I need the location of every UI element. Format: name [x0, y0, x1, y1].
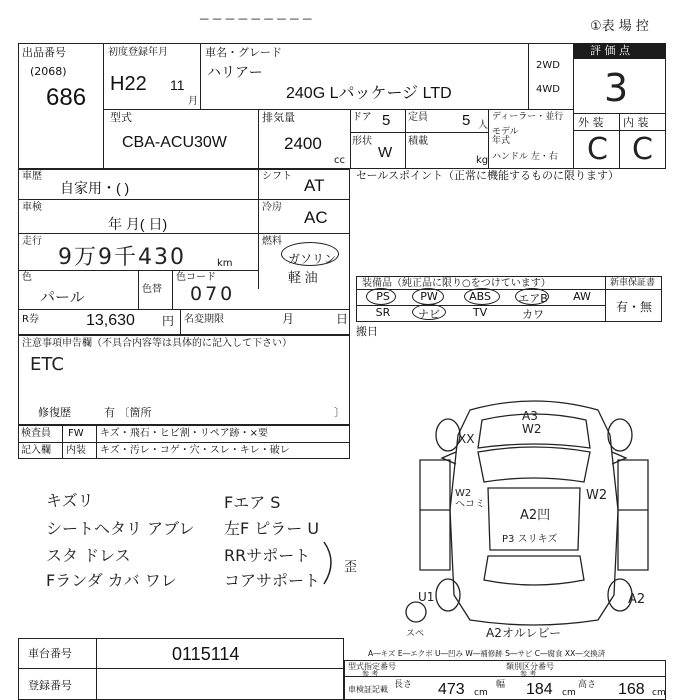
fuel-gasoline-circle	[281, 242, 339, 266]
model-name-value: ハリアー	[207, 64, 263, 80]
drive-2wd: 2WD	[536, 60, 560, 71]
mark-a2-rear: A2オルレビー	[486, 626, 562, 640]
capacity-value: 5	[462, 112, 471, 129]
equip-abs: ABS	[469, 290, 491, 303]
ext-value: C	[587, 132, 608, 167]
note-left-3: スタ ドレス	[46, 546, 131, 565]
drive-4wd: 4WD	[536, 84, 560, 95]
length-unit: cm	[474, 688, 488, 698]
meigen-unit: 月	[282, 312, 295, 326]
equip-tv: TV	[472, 306, 488, 319]
shift-label: シフト	[262, 171, 292, 182]
ext-label: 外 装	[578, 116, 604, 129]
load-label: 積載	[408, 136, 428, 147]
type-value: CBA-ACU30W	[122, 134, 227, 151]
mark-p3: P3 スリキズ	[502, 534, 558, 545]
int-value: C	[632, 132, 653, 167]
width-label: 幅	[496, 680, 506, 690]
load-unit: kg	[476, 155, 489, 166]
delivery-label: 搬日	[356, 325, 378, 338]
usage-label: 車歴	[22, 171, 42, 182]
doors-label: ドア	[352, 112, 372, 123]
fuel-gasoline: ガソリン	[288, 252, 337, 266]
mark-a2-bottom: A2	[628, 592, 646, 607]
repair-value: 有 〔箇所	[104, 406, 152, 419]
lot-number: 686	[46, 84, 87, 111]
lot-code: (2068)	[30, 65, 67, 78]
meigen-label: 名変期限	[184, 314, 224, 325]
mark-w2-right: W2	[586, 488, 608, 503]
inspection-label: 車検	[22, 202, 42, 213]
length-value: 473	[438, 681, 465, 698]
equip-ps: PS	[376, 290, 390, 303]
color-swap-label: 色替	[142, 284, 162, 295]
color-code-value: 070	[190, 283, 236, 305]
usage-value: 自家用・( )	[60, 180, 130, 196]
type-label: 型式	[110, 111, 132, 124]
header-title: ─ ─ ─ ─ ─ ─ ─ ─ ─	[200, 12, 312, 28]
color-value: パール	[40, 288, 85, 306]
note-right-1: Fエア S	[224, 493, 281, 512]
capacity-unit: 人	[478, 120, 488, 131]
ac-label: 冷房	[262, 202, 282, 213]
first-reg-label: 初度登録年月	[108, 47, 168, 58]
height-value: 168	[618, 681, 645, 698]
equip-navi: ナビ	[418, 308, 440, 321]
equip-leather: カワ	[522, 308, 544, 321]
fuel-label: 燃料	[262, 236, 282, 247]
width-unit: cm	[562, 688, 576, 698]
mark-u1: U1	[418, 590, 435, 604]
shift-value: AT	[304, 176, 325, 195]
note-left-2: シートヘタリ アブレ	[46, 519, 195, 538]
mark-spare: スペ	[406, 629, 425, 639]
ref-label-1: 参 考	[362, 670, 379, 678]
displacement-label: 排気量	[262, 111, 295, 124]
damage-legend: A―キズ E―エクボ U―凹み W―補修跡 S―サビ C―腐食 XX―交換済	[368, 649, 606, 658]
model-name-label: 車名・グレード	[205, 46, 282, 59]
equip-sr: SR	[375, 306, 391, 319]
width-value: 184	[526, 681, 553, 698]
model-grade-value: 240G Lパッケージ LTD	[286, 85, 452, 102]
handle-label: ハンドル 左・右	[492, 152, 558, 162]
doors-value: 5	[382, 112, 391, 129]
type-spec-label: 型式指定番号	[348, 662, 396, 671]
grade-score-label: 評 価 点	[590, 44, 630, 57]
grade-score-value: 3	[604, 66, 629, 110]
class-label: 類別区分番号	[506, 662, 554, 671]
first-reg-month-unit: 月	[188, 96, 198, 107]
equipment-label: 装備品（純正品に限り○をつけています）	[362, 278, 551, 289]
color-code-label: 色コード	[176, 272, 216, 283]
note-right-3: RRサポート	[224, 546, 311, 565]
recycle-unit: 円	[162, 314, 175, 328]
mark-w2-left: W2 ヘコミ	[455, 488, 485, 510]
mark-xx: XX	[458, 432, 475, 446]
nonsmoke-value: 有・無	[616, 300, 653, 314]
recycle-label: R券	[22, 314, 39, 325]
inspector-fw: FW	[68, 428, 84, 439]
lot-label: 出品番号	[22, 46, 66, 59]
interior-label: 内装	[66, 445, 86, 456]
bracket-note: 歪	[344, 560, 358, 575]
mileage-unit: km	[217, 258, 233, 269]
mileage-value: 9万9千430	[58, 245, 186, 270]
plate-value: 0115114	[172, 644, 240, 664]
reg-cert-label: 車検証記載	[348, 685, 388, 694]
note-left-4: Fランダ カバ ワレ	[46, 571, 177, 590]
capacity-label: 定員	[408, 112, 428, 123]
ref-label-2: 参 考	[520, 670, 537, 678]
height-unit: cm	[652, 688, 666, 698]
note-left-1: キズリ	[46, 491, 94, 510]
model-year-label: モデル年式	[492, 127, 519, 146]
fuel-diesel: 軽 油	[288, 270, 318, 285]
inspector-label: 検査員	[21, 428, 51, 439]
repair-close: 〕	[334, 406, 345, 419]
notes-label: 注意事項申告欄（不具合内容等は具体的に記入して下さい）	[22, 338, 292, 349]
equip-pw: PW	[420, 290, 438, 303]
recycle-value: 13,630	[86, 312, 135, 329]
shape-value: W	[378, 144, 393, 161]
mark-a2: A2凹	[520, 508, 551, 523]
inspection-value: 年 月( 日)	[108, 216, 168, 232]
first-reg-month: 11	[170, 77, 185, 93]
int-label: 内 装	[623, 116, 649, 129]
notes-value: ETC	[30, 354, 64, 375]
first-reg-year: H22	[110, 73, 147, 95]
color-label: 色	[22, 272, 32, 283]
note-right-2: 左F ピラー U	[224, 519, 320, 538]
top-frame	[18, 43, 666, 169]
mileage-label: 走行	[22, 236, 42, 247]
shape-label: 形状	[352, 136, 372, 147]
ac-value: AC	[304, 208, 328, 227]
repair-label: 修復歴	[38, 406, 71, 419]
interior-items: キズ・汚レ・コゲ・穴・スレ・キレ・破レ	[100, 445, 290, 456]
nonsmoke-label: 新車保証書	[610, 278, 656, 288]
equip-airbag: エアB	[518, 292, 548, 305]
equip-aw: AW	[573, 290, 591, 303]
displacement-value: 2400	[284, 134, 322, 153]
inspector-items: キズ・飛石・ヒビ割・リペア跡・×要	[100, 428, 268, 439]
meigen-day: 日	[336, 312, 349, 326]
plate-label: 車台番号	[28, 647, 72, 660]
displacement-unit: cc	[334, 155, 345, 166]
dealer-label: ディーラー・並行	[492, 112, 564, 122]
header-right-title: ①表 場 控	[590, 19, 649, 34]
sales-point-label: セールスポイント（正常に機能するものに限ります）	[356, 169, 620, 182]
note-right-4: コアサポート	[224, 571, 321, 590]
entry-label: 記入欄	[21, 445, 51, 456]
height-label: 高さ	[578, 680, 597, 690]
length-label: 長さ	[394, 680, 413, 690]
reg-label: 登録番号	[28, 679, 72, 692]
mark-a3w2: A3 W2	[522, 409, 542, 436]
